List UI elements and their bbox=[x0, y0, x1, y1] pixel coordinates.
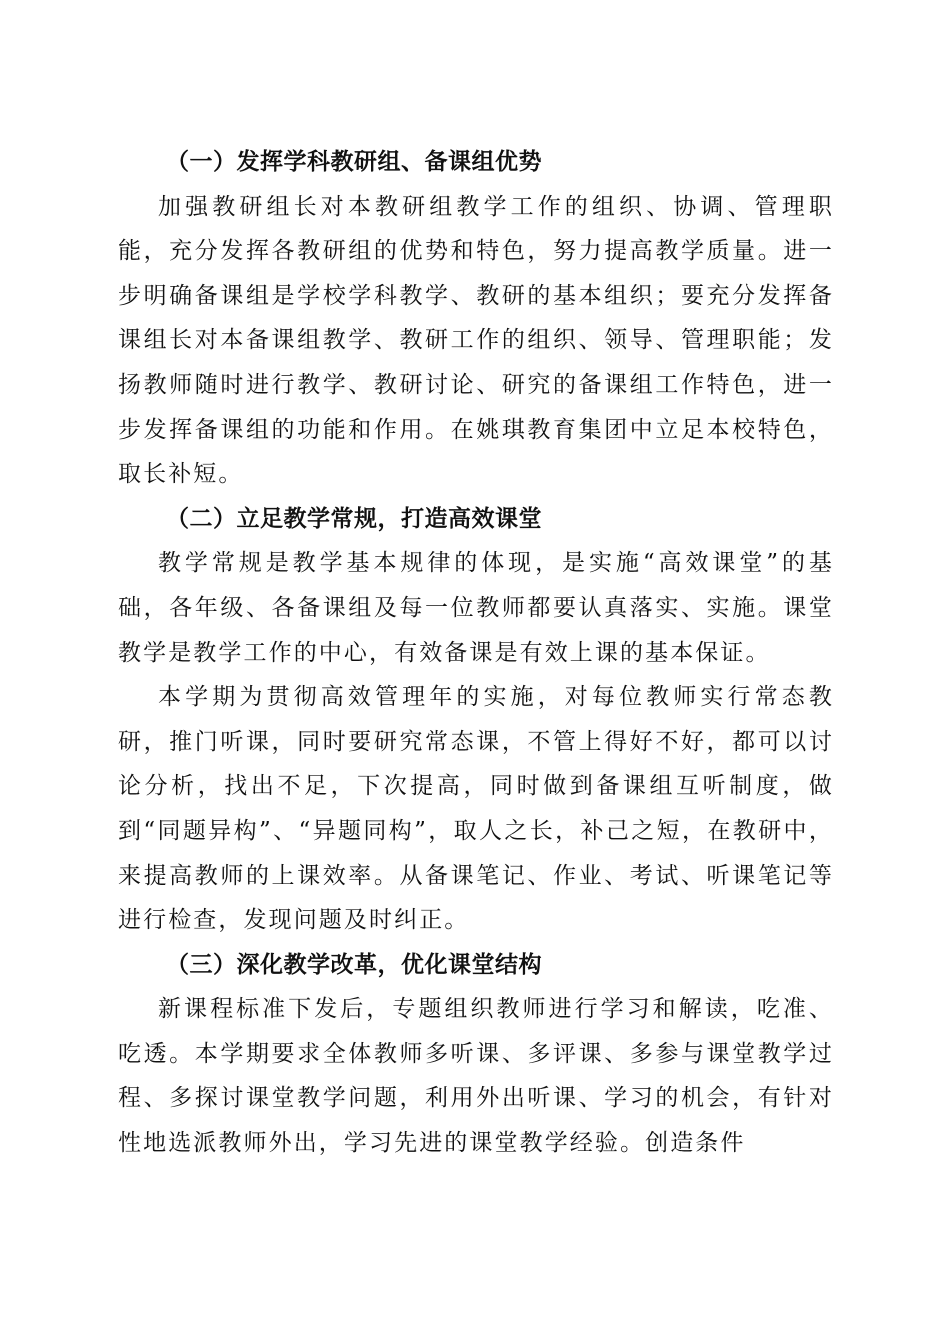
section-1-paragraph-1: 加强教研组长对本教研组教学工作的组织、协调、管理职能，充分发挥各教研组的优势和特色，努力提高教学质量。进一步明确备课组是学校学科教学、教研的基本组织；要充分发挥备课组长对本备课组教学、教研工作的组织、领导、管理职能；发扬教师随时进行教学、教研讨论、研究的备课组工作特色，进一步发挥备课组的功能和作用。在姚琪教育集团中立足本校特色，取长补短。 bbox=[118, 193, 834, 488]
section-heading-1: （一）发挥学科教研组、备课组优势 bbox=[166, 148, 542, 175]
section-2-paragraph-1: 教学常规是教学基本规律的体现，是实施“高效课堂”的基础，各年级、各备课组及每一位教师都要认真落实、实施。课堂教学是教学工作的中心，有效备课是有效上课的基本保证。 bbox=[118, 550, 834, 666]
section-heading-2: （二）立足教学常规，打造高效课堂 bbox=[166, 504, 542, 532]
section-2-paragraph-2: 本学期为贯彻高效管理年的实施，对每位教师实行常态教研，推门听课，同时要研究常态课，不管上得好不好，都可以讨论分析，找出不足，下次提高，同时做到备课组互听制度，做到“同题异构”、“异题同构”，取人之长，补己之短，在教研中，来提高教师的上课效率。从备课笔记、作业、考试、听课笔记等进行检查，发现问题及时纠正。 bbox=[118, 684, 834, 934]
document-page bbox=[118, 140, 834, 1166]
section-heading-3: （三）深化教学改革，优化课堂结构 bbox=[166, 950, 542, 978]
section-3-paragraph-1: 新课程标准下发后，专题组织教师进行学习和解读，吃准、吃透。本学期要求全体教师多听课、多评课、多参与课堂教学过程、多探讨课堂教学问题，利用外出听课、学习的机会，有针对性地选派教师外出，学习先进的课堂教学经验。创造条件 bbox=[118, 996, 834, 1157]
